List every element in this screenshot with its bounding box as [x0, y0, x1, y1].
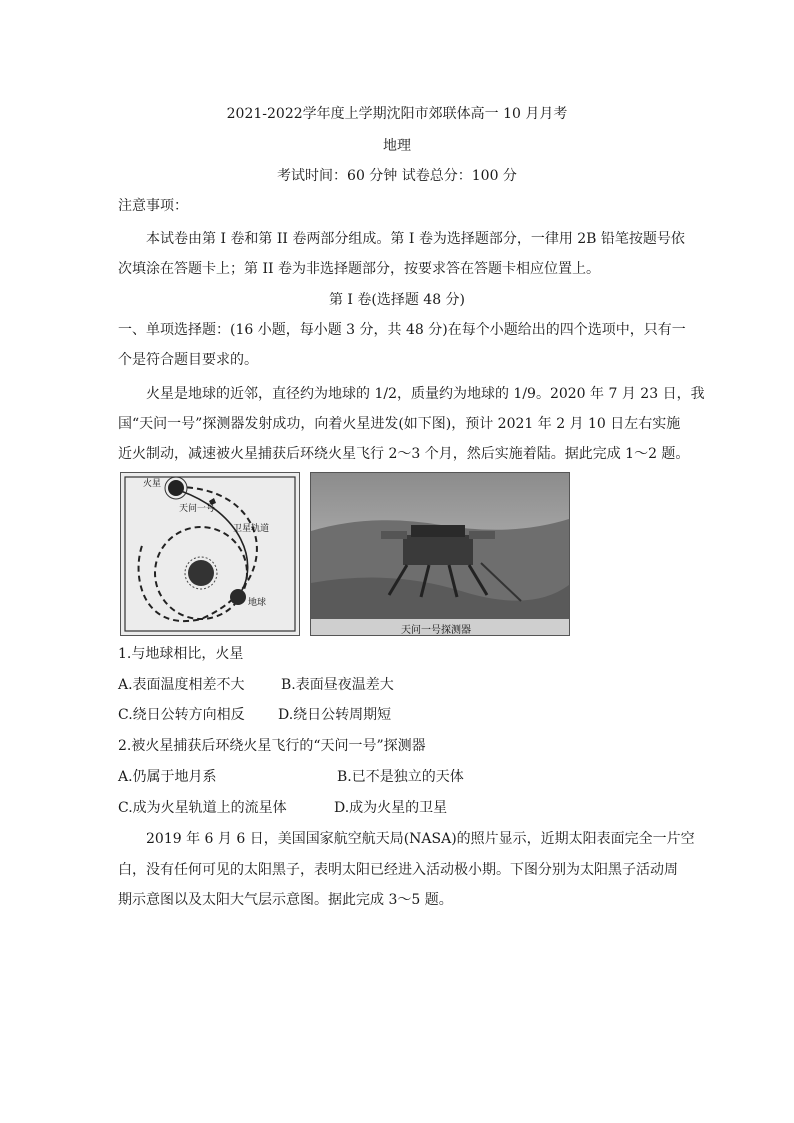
earth-icon — [230, 589, 246, 605]
probe-photo — [310, 472, 570, 636]
earth-label: 地球 — [248, 598, 267, 608]
part1-heading: 第 I 卷(选择题 48 分) — [328, 292, 466, 308]
notice-heading: 注意事项： — [118, 198, 188, 214]
q2-option-d[interactable]: D.成为火星的卫星 — [334, 800, 448, 816]
notice-line-1: 本试卷由第 I 卷和第 II 卷两部分组成。第 I 卷为选择题部分，一律用 2B 铅笔按题号依 — [146, 231, 685, 247]
solar-panel-left — [381, 531, 407, 539]
probe-label: 天问一号 — [179, 504, 216, 514]
q1-option-b[interactable]: B.表面昼夜温差大 — [281, 677, 394, 693]
q1-stem: 1.与地球相比，火星 — [118, 646, 244, 662]
part1-instruction-1: 一、单项选择题：(16 小题，每小题 3 分，共 48 分)在每个小题给出的四个选项中，只有一 — [118, 322, 686, 338]
notice-line-2: 次填涂在答题卡上；第 II 卷为非选择题部分，按要求答在答题卡相应位置上。 — [118, 261, 600, 277]
orbit-diagram — [120, 472, 300, 636]
q1-option-d[interactable]: D.绕日公转周期短 — [278, 707, 392, 723]
q2-stem: 2.被火星捕获后环绕火星飞行的“天问一号”探测器 — [118, 738, 426, 754]
part1-instruction-2: 个是符合题目要求的。 — [118, 352, 258, 368]
probe-photo-svg — [311, 473, 569, 635]
orbit-diagram-svg — [121, 473, 299, 635]
lander-body — [403, 535, 473, 565]
photo-caption: 天问一号探测器 — [401, 625, 471, 636]
passage2-line-3: 期示意图以及太阳大气层示意图。据此完成 3～5 题。 — [118, 892, 453, 908]
passage2-line-2: 白，没有任何可见的太阳黑子，表明太阳已经进入活动极小期。下图分别为太阳黑子活动周 — [118, 862, 678, 878]
diagram-frame — [125, 477, 295, 631]
passage2-line-1: 2019 年 6 月 6 日，美国国家航空航天局(NASA)的照片显示，近期太阳表面完全一片空 — [146, 831, 695, 847]
q1-option-a[interactable]: A.表面温度相差不大 — [118, 677, 245, 693]
mars-icon — [168, 480, 184, 496]
q2-option-c[interactable]: C.成为火星轨道上的流星体 — [118, 800, 287, 816]
sun-icon — [188, 560, 214, 586]
orbit-label: 卫星轨道 — [233, 524, 270, 534]
exam-title: 2021-2022学年度上学期沈阳市郊联体高一 10 月月考 — [226, 106, 568, 122]
exam-info: 考试时间：60 分钟 试卷总分：100 分 — [277, 168, 517, 184]
passage1-line-2: 国“天问一号”探测器发射成功，向着火星进发(如下图)，预计 2021 年 2 月 10 日左右实施 — [118, 416, 681, 432]
q1-option-c[interactable]: C.绕日公转方向相反 — [118, 707, 245, 723]
passage1-line-1: 火星是地球的近邻，直径约为地球的 1/2，质量约为地球的 1/9。2020 年 7 月 23 日，我 — [146, 386, 705, 402]
mars-label: 火星 — [143, 479, 162, 489]
passage1-line-3: 近火制动，减速被火星捕获后环绕火星飞行 2～3 个月，然后实施着陆。据此完成 1～2 题。 — [118, 446, 690, 462]
q2-option-b[interactable]: B.已不是独立的天体 — [337, 769, 464, 785]
rover-top — [411, 525, 465, 537]
subject-title: 地理 — [383, 138, 411, 154]
solar-panel-right — [469, 531, 495, 539]
q2-option-a[interactable]: A.仍属于地月系 — [118, 769, 217, 785]
